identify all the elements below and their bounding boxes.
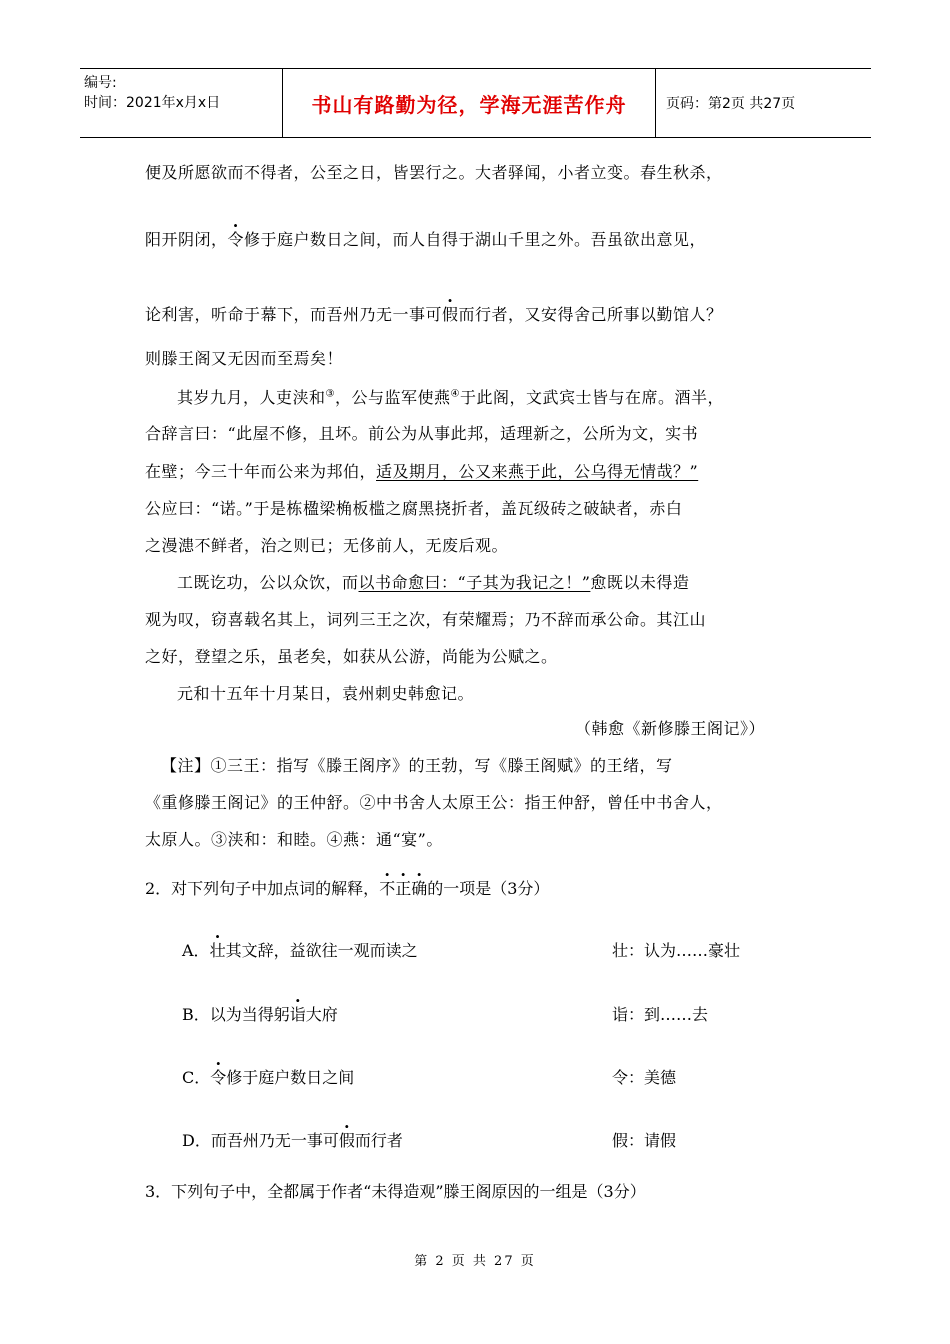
option-c[interactable]: C．令修于庭户数日之间 <box>182 1065 354 1088</box>
option-a[interactable]: A．壮其文辞，益欲往一观而读之 <box>182 938 418 961</box>
question-2-stem: 2．对下列句子中加点词的解释，不正确的一项是（3分） <box>145 876 549 899</box>
header-meta <box>80 69 282 137</box>
option-b[interactable]: B．以为当得躬诣大府 <box>182 1002 338 1025</box>
emphasis-dot-char: 壮 <box>209 941 226 960</box>
note-line: 《重修滕王阁记》的王仲舒。②中书舍人太原王公：指王仲舒，曾任中书舍人， <box>145 793 723 812</box>
passage-line: 则滕王阁又无因而至焉矣！ <box>145 349 344 368</box>
option-d[interactable]: D．而吾州乃无一事可假而行者 <box>182 1128 403 1151</box>
note-line: 【注】①三王：指写《滕王阁序》的王勃，写《滕王阁赋》的王绪，写 <box>161 756 673 775</box>
option-b-gloss: 诣：到……去 <box>612 1005 709 1024</box>
emphasis-dot-char: 假 <box>442 305 459 324</box>
header-motto: 书山有路勤为径，学海无涯苦作舟 <box>282 69 656 137</box>
emphasis-dot-char: 诣 <box>289 1005 306 1024</box>
option-c-gloss: 令：美德 <box>612 1068 677 1087</box>
page-footer: 第 2 页 共 27 页 <box>414 1254 536 1269</box>
header-page-info: 页码：第2页 共27页 <box>666 96 796 112</box>
passage-line: 公应曰：“诺。”于是栋楹梁桷板槛之腐黑挠折者，盖瓦级砖之破缺者，赤白 <box>145 499 683 518</box>
passage-line: 其岁九月，人吏浃和③，公与监军使燕④于此阁，文武宾士皆与在席。酒半， <box>177 388 724 407</box>
emphasis-dot-char: 令 <box>210 1068 227 1087</box>
code-label: 编号: <box>84 75 117 91</box>
date-label: 时间：2021年x月x日 <box>84 95 221 111</box>
underlined-sentence: 适及期月，公又来燕于此，公乌得无情哉？” <box>376 462 699 481</box>
passage-line: 之好，登望之乐，虽老矣，如获从公游，尚能为公赋之。 <box>145 647 558 666</box>
passage-line: 之漫漶不鲜者，治之则已；无侈前人，无废后观。 <box>145 536 509 555</box>
underlined-sentence: 以书命愈曰：“子其为我记之！” <box>358 573 591 592</box>
emphasis-dot-char: 令 <box>227 230 245 249</box>
passage-line: 论利害，听命于幕下，而吾州乃无一事可假而行者，又安得舍己所事以勤馆人？ <box>145 302 723 325</box>
emphasis-dotted-phrase <box>379 879 427 898</box>
emphasis-dot-char: 确 <box>411 879 428 898</box>
source-citation: （韩愈《新修滕王阁记》） <box>575 719 766 738</box>
passage-line: 观为叹，窃喜载名其上，词列三王之次，有荣耀焉；乃不辞而承公命。其江山 <box>145 610 707 629</box>
passage-line: 在壁；今三十年而公来为邦伯，适及期月，公又来燕于此，公乌得无情哉？” <box>145 462 699 481</box>
passage-line: 阳开阴闭，令修于庭户数日之间，而人自得于湖山千里之外。吾虽欲出意见， <box>145 227 706 250</box>
emphasis-dot-char: 正 <box>395 879 412 898</box>
emphasis-dot-char: 假 <box>338 1131 355 1150</box>
note-line: 太原人。③浃和：和睦。④燕：通“宴”。 <box>145 830 443 849</box>
passage-line: 元和十五年十月某日，袁州刺史韩愈记。 <box>177 684 475 703</box>
passage-line: 便及所愿欲而不得者，公至之日，皆罢行之。大者驿闻，小者立变。春生秋杀， <box>145 163 723 182</box>
passage-line: 工既讫功，公以众饮，而以书命愈曰：“子其为我记之！”愈既以未得造 <box>177 573 690 592</box>
question-3-stem: 3．下列句子中，全都属于作者“未得造观”滕王阁原因的一组是（3分） <box>145 1182 646 1201</box>
emphasis-dot-char: 不 <box>379 879 396 898</box>
option-d-gloss: 假：请假 <box>612 1131 677 1150</box>
passage-line: 合辞言曰：“此屋不修，且坏。前公为从事此邦，适理新之，公所为文，实书 <box>145 424 699 443</box>
page-header <box>80 68 871 138</box>
option-a-gloss: 壮：认为……豪壮 <box>612 941 741 960</box>
